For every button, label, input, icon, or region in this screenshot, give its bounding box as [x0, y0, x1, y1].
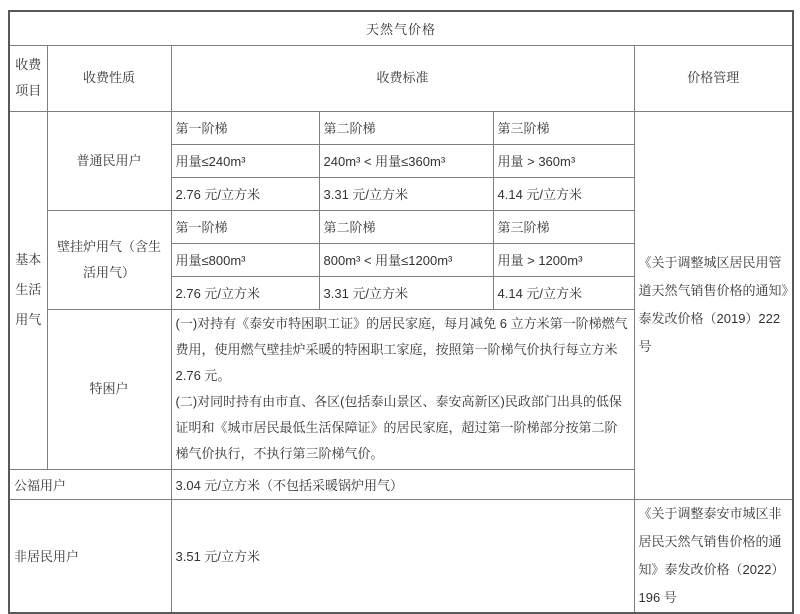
tier-label: 第一阶梯	[171, 111, 319, 144]
tier-price: 4.14 元/立方米	[493, 177, 634, 210]
tier-range: 用量 > 1200m³	[493, 243, 634, 276]
tier-range: 800m³ < 用量≤1200m³	[319, 243, 493, 276]
public-welfare-price: 3.04 元/立方米（不包括采暖锅炉用气）	[171, 469, 634, 499]
user-type-non-resident: 非居民用户	[9, 499, 171, 613]
tier-range: 用量 > 360m³	[493, 144, 634, 177]
category-basic-living-gas: 基本生活用气	[9, 111, 47, 469]
header-price-management: 价格管理	[634, 45, 793, 111]
hardship-policy-text	[171, 309, 634, 469]
tier-label: 第二阶梯	[319, 111, 493, 144]
tier-price: 2.76 元/立方米	[171, 177, 319, 210]
tier-label: 第一阶梯	[171, 210, 319, 243]
tier-range: 用量≤800m³	[171, 243, 319, 276]
tier-price: 3.31 元/立方米	[319, 177, 493, 210]
hardship-para-2: (二)对同时持有由市直、各区(包括泰山景区、泰安高新区)民政部门出具的低保证明和《城市居民最低生活保障证》的居民家庭，超过第一阶梯部分按第二阶梯气价执行，不执行第三阶梯气价。	[175, 394, 622, 461]
header-fee-standard: 收费标准	[171, 45, 634, 111]
user-type-wall-boiler: 壁挂炉用气（含生活用气）	[47, 210, 171, 309]
tier-range: 用量≤240m³	[171, 144, 319, 177]
tier-label: 第三阶梯	[493, 111, 634, 144]
tier-price: 2.76 元/立方米	[171, 276, 319, 309]
tier-range: 240m³ < 用量≤360m³	[319, 144, 493, 177]
hardship-para-1: (一)对持有《泰安市特困职工证》的居民家庭，每月减免 6 立方米第一阶梯燃气费用，使用燃气壁挂炉采暖的特困职工家庭，按照第一阶梯气价执行每立方米 2.76 元。	[175, 316, 628, 383]
non-resident-price: 3.51 元/立方米	[171, 499, 634, 613]
table-title: 天然气价格	[9, 11, 793, 45]
tier-label: 第三阶梯	[493, 210, 634, 243]
price-doc-non-resident-2022: 《关于调整泰安市城区非居民天然气销售价格的通知》泰发改价格（2022）196 号	[634, 499, 793, 613]
user-type-hardship: 特困户	[47, 309, 171, 469]
price-doc-residential-2019: 《关于调整城区居民用管道天然气销售价格的通知》泰发改价格（2019）222 号	[634, 111, 793, 499]
gas-price-table	[8, 10, 794, 614]
user-type-ordinary-resident: 普通民用户	[47, 111, 171, 210]
tier-price: 4.14 元/立方米	[493, 276, 634, 309]
user-type-public-welfare: 公福用户	[9, 469, 171, 499]
tier-label: 第二阶梯	[319, 210, 493, 243]
header-fee-item: 收费项目	[9, 45, 47, 111]
header-fee-nature: 收费性质	[47, 45, 171, 111]
tier-price: 3.31 元/立方米	[319, 276, 493, 309]
